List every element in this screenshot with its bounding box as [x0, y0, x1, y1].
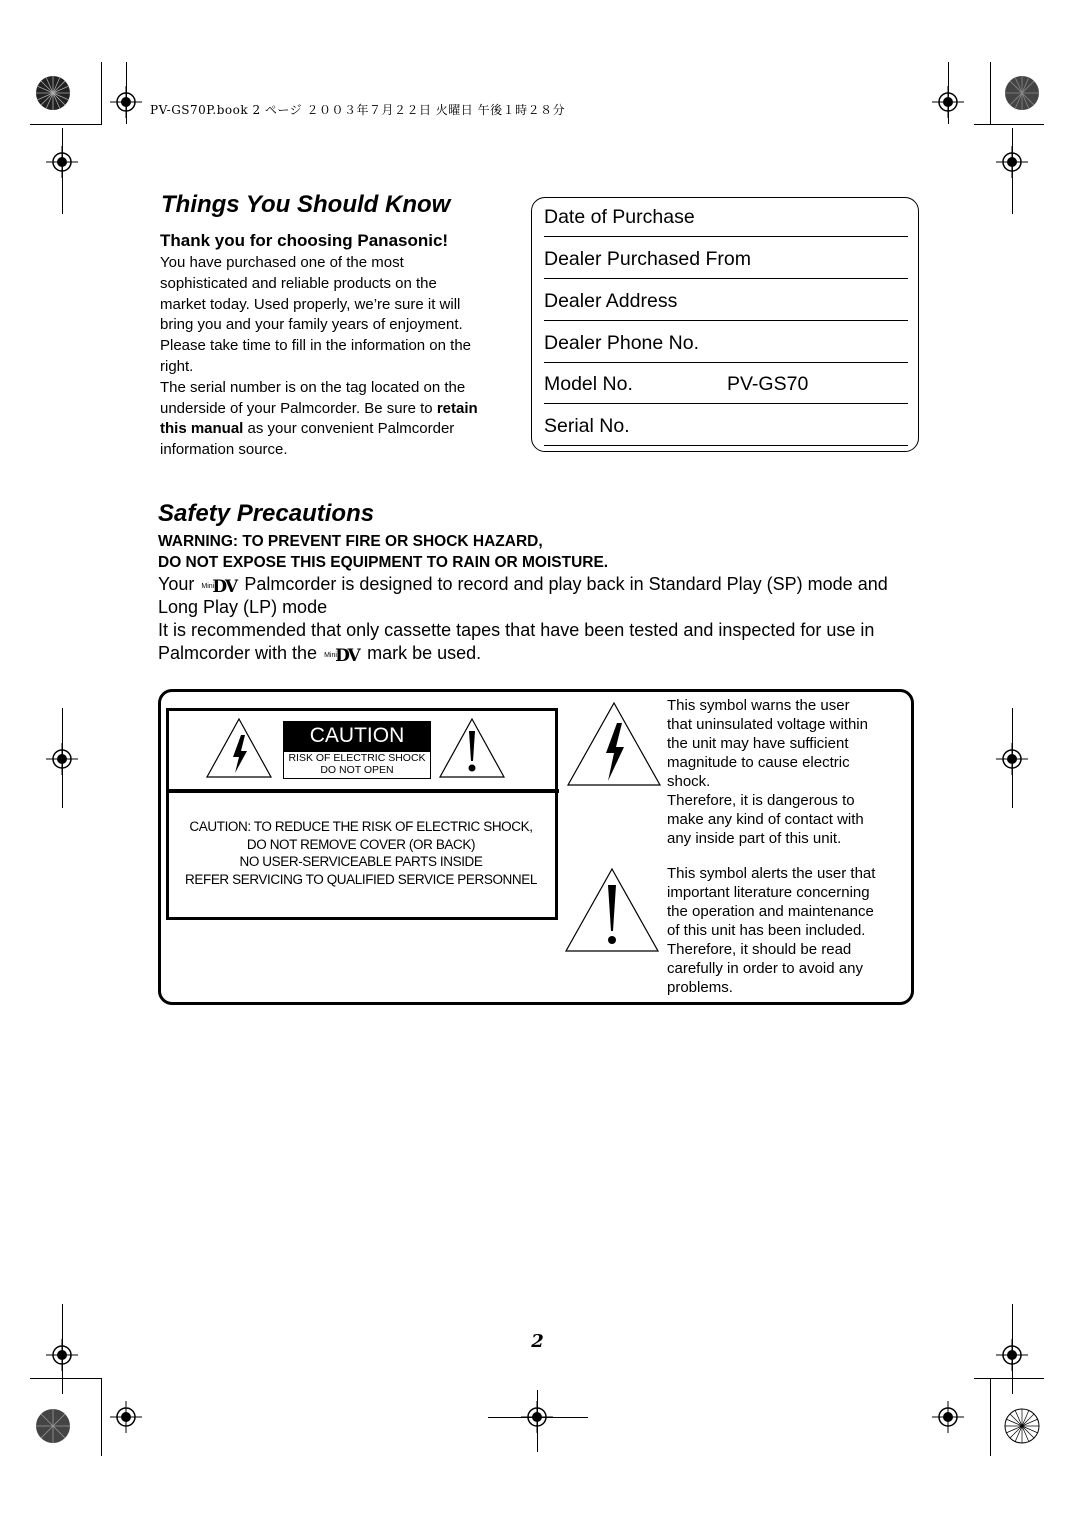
thank-you-heading: Thank you for choosing Panasonic!	[160, 231, 449, 250]
serial-field: Serial No.	[544, 413, 908, 446]
paragraph-line: It is recommended that only cassette tapes that have been tested and inspected for use in	[158, 620, 875, 640]
intro-line: this manual as your convenient Palmcorder	[160, 420, 455, 438]
intro-line: sophisticated and reliable products on the	[160, 274, 437, 292]
lightning-warning-icon	[566, 701, 662, 787]
color-wheel-icon	[34, 74, 72, 112]
registration-mark-icon	[932, 1401, 964, 1433]
paragraph-line: Your Mini DV Palmcorder is designed to record and play back in Standard Play (SP) mode and	[158, 574, 888, 598]
caution-subtext: RISK OF ELECTRIC SHOCK DO NOT OPEN	[283, 751, 431, 779]
model-value: PV-GS70	[727, 373, 809, 395]
exclamation-symbol-description: This symbol alerts the user that important literature concerning the operation and maintenance of this unit has been included. Therefore, it should be read carefully in order to avoid any problems.	[667, 865, 876, 996]
color-wheel-icon	[1003, 1407, 1041, 1445]
exclamation-warning-icon	[438, 717, 506, 779]
lightning-warning-icon	[205, 717, 273, 779]
things-title: Things You Should Know	[161, 191, 451, 218]
intro-line: information source.	[160, 441, 288, 459]
date-of-purchase-field: Date of Purchase	[544, 204, 908, 237]
registration-mark-icon	[110, 1401, 142, 1433]
bold-this-manual: this manual	[160, 420, 244, 438]
purchase-info-box	[531, 197, 919, 452]
intro-line: bring you and your family years of enjoyment.	[160, 316, 463, 334]
warning-line-1: WARNING: TO PREVENT FIRE OR SHOCK HAZARD,	[158, 533, 543, 550]
minidv-logo-icon: Mini DV	[201, 577, 237, 598]
model-field: Model No. PV-GS70	[544, 371, 908, 404]
intro-line: market today. Used properly, we’re sure it will	[160, 295, 461, 313]
file-header: PV-GS70P.book 2 ページ ２００３年７月２２日 火曜日 午後１時２８分	[150, 103, 566, 117]
caution-heading: CAUTION	[283, 721, 431, 751]
color-wheel-icon	[1003, 74, 1041, 112]
palmcorder-paragraph-2	[158, 619, 923, 665]
intro-line: Please take time to fill in the information on the	[160, 337, 472, 355]
caution-label-text: CAUTION: TO REDUCE THE RISK OF ELECTRIC SHOCK, DO NOT REMOVE COVER (OR BACK) NO USER-SERVICEABLE PARTS INSIDE REFER SERVICING TO QUALIFIED SERVICE PERSONNEL	[185, 819, 537, 887]
paragraph-line: Long Play (LP) mode	[158, 597, 328, 617]
color-wheel-icon	[34, 1407, 72, 1445]
label-divider	[166, 789, 559, 793]
intro-line: underside of your Palmcorder. Be sure to retain	[160, 399, 478, 417]
paragraph-line: Palmcorder with the Mini DV mark be used.	[158, 643, 482, 667]
palmcorder-paragraph-1	[158, 573, 923, 619]
minidv-logo-icon: Mini DV	[324, 646, 359, 667]
bold-retain: retain	[436, 399, 478, 417]
intro-line: right.	[160, 357, 194, 375]
intro-paragraph	[160, 253, 520, 461]
dealer-phone-field: Dealer Phone No.	[544, 330, 908, 363]
intro-line: The serial number is on the tag located on the	[160, 378, 466, 396]
safety-title: Safety Precautions	[158, 500, 375, 527]
warning-line-2: DO NOT EXPOSE THIS EQUIPMENT TO RAIN OR MOISTURE.	[158, 554, 609, 571]
dealer-field: Dealer Purchased From	[544, 246, 908, 279]
exclamation-warning-icon	[564, 867, 660, 953]
lightning-symbol-description: This symbol warns the user that uninsulated voltage within the unit may have sufficient magnitude to cause electric shock. Therefore, it is dangerous to make any kind of contact with any inside part of this unit.	[667, 697, 868, 847]
dealer-address-field: Dealer Address	[544, 288, 908, 321]
intro-line: You have purchased one of the most	[160, 254, 404, 271]
page-number: 2	[531, 1331, 544, 1352]
